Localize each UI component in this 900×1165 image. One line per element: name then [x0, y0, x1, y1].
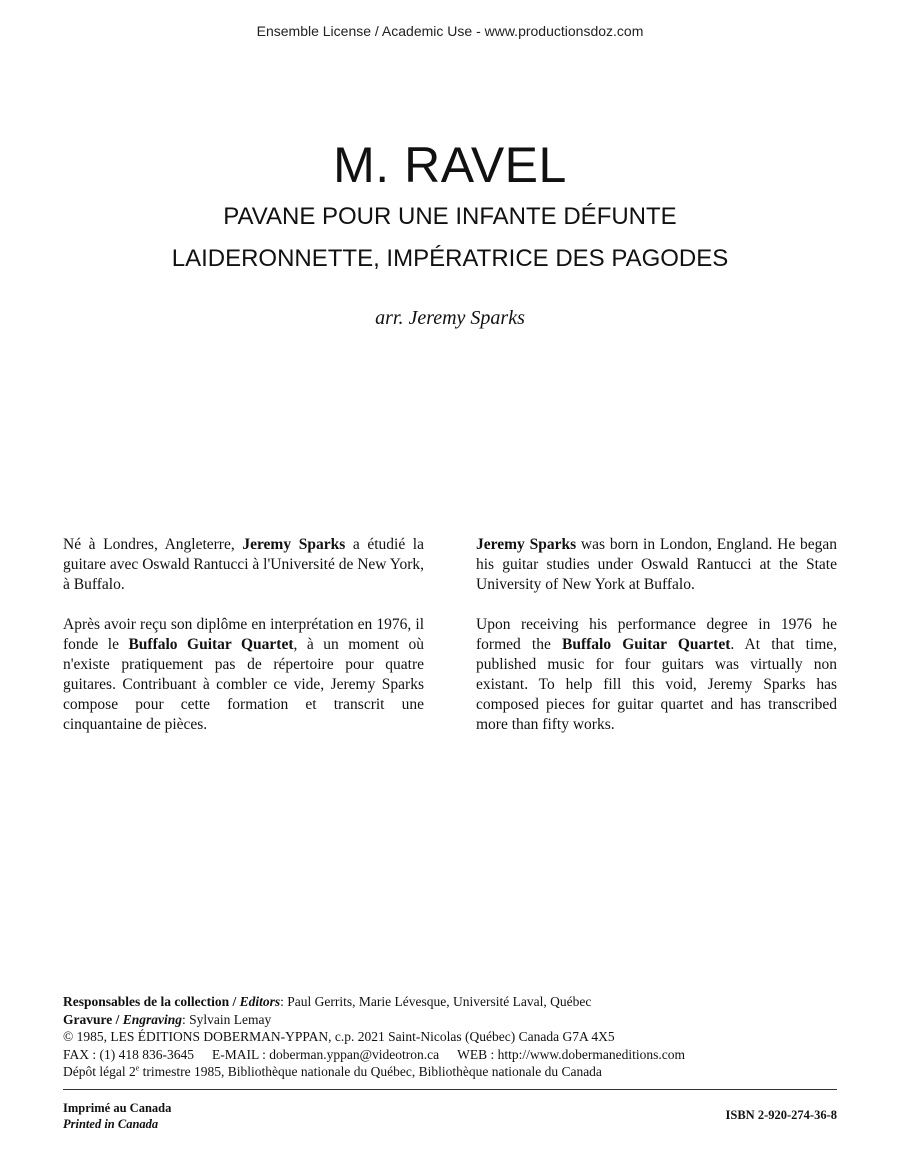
arranger-credit: arr. Jeremy Sparks [375, 307, 525, 329]
copyright-line: © 1985, LES ÉDITIONS DOBERMAN-YPPAN, c.p. 2021 Saint-Nicolas (Québec) Canada G7A 4X5 [63, 1029, 615, 1044]
legal-deposit-text: Dépôt légal 2 [63, 1064, 136, 1079]
contact-line [63, 1046, 837, 1064]
footer-divider [63, 1089, 837, 1090]
composer-title: M. RAVEL [333, 137, 567, 193]
website: WEB : http://www.dobermaneditions.com [457, 1046, 685, 1062]
legal-deposit-text: trimestre 1985, Bibliothèque nationale du Québec, Bibliothèque nationale du Canada [139, 1064, 602, 1079]
printed-en: Printed in Canada [63, 1117, 159, 1131]
publication-credits [63, 993, 837, 1081]
bio-fr-text: a étudié la guitare avec Oswald Rantucci à l'Université de New York, à Buffalo. [63, 536, 424, 593]
engraving-label-fr: Gravure [63, 1011, 113, 1027]
bio-fr-text: , à un moment où n'existe pratiquement pas de répertoire pour quatre guitares. Contribuant à combler ce vide, Jeremy Sparks compose pour cette formation et transcrit une cinquantaine de pièces. [63, 636, 424, 733]
bio-en-text: was born in London, England. He began his guitar studies under Oswald Rantucci at the State University of New York at Buffalo. [476, 536, 838, 593]
arranger-name: Jeremy Sparks [476, 536, 577, 553]
email-address: E-MAIL : doberman.yppan@videotron.ca [212, 1046, 440, 1062]
engraving-value: : Sylvain Lemay [182, 1011, 272, 1027]
group-name: Buffalo Guitar Quartet [562, 636, 731, 653]
arranger-name: Jeremy Sparks [242, 536, 346, 553]
bio-fr-paragraph-1 [63, 535, 424, 595]
label-separator: / [112, 1011, 123, 1027]
bio-en-paragraph-1 [476, 535, 837, 595]
isbn-number: ISBN 2-920-274-36-8 [725, 1108, 837, 1122]
license-notice: Ensemble License / Academic Use - www.productionsdoz.com [256, 23, 644, 39]
work-title-pavane: PAVANE POUR UNE INFANTE DÉFUNTE [223, 203, 677, 230]
editors-value: : Paul Gerrits, Marie Lévesque, Université Laval, Québec [280, 994, 592, 1009]
editors-line [63, 993, 837, 1011]
biography-french [63, 535, 424, 755]
bio-en-paragraph-2 [476, 615, 837, 735]
editors-label-en: Editors [239, 994, 281, 1009]
engraving-line [63, 1011, 837, 1029]
engraving-label-en: Engraving [122, 1011, 183, 1027]
bio-fr-paragraph-2 [63, 615, 424, 735]
bio-fr-text: Après avoir reçu son diplôme en interprétation en 1976, il fonde le [63, 616, 424, 653]
biography-english [476, 535, 837, 755]
fax-number: FAX : (1) 418 836-3645 [63, 1046, 194, 1062]
printed-fr: Imprimé au Canada [63, 1101, 172, 1115]
bio-fr-text: Né à Londres, Angleterre, [63, 536, 243, 553]
label-separator: / [229, 994, 240, 1009]
group-name: Buffalo Guitar Quartet [128, 636, 294, 653]
work-title-laideronnette: LAIDERONNETTE, IMPÉRATRICE DES PAGODES [171, 245, 729, 272]
printed-in-canada [63, 1100, 171, 1132]
bio-en-text: . At that time, published music for four guitars was virtually non existant. To help fill this void, Jeremy Sparks has composed pieces for guitar quartet and has transcribed more than fifty works. [476, 636, 838, 733]
ordinal-superscript: e [135, 1063, 140, 1073]
legal-deposit-line [63, 1063, 837, 1081]
bio-en-text: Upon receiving his performance degree in 1976 he formed the [476, 616, 837, 653]
editors-label-fr: Responsables de la collection [63, 994, 230, 1009]
